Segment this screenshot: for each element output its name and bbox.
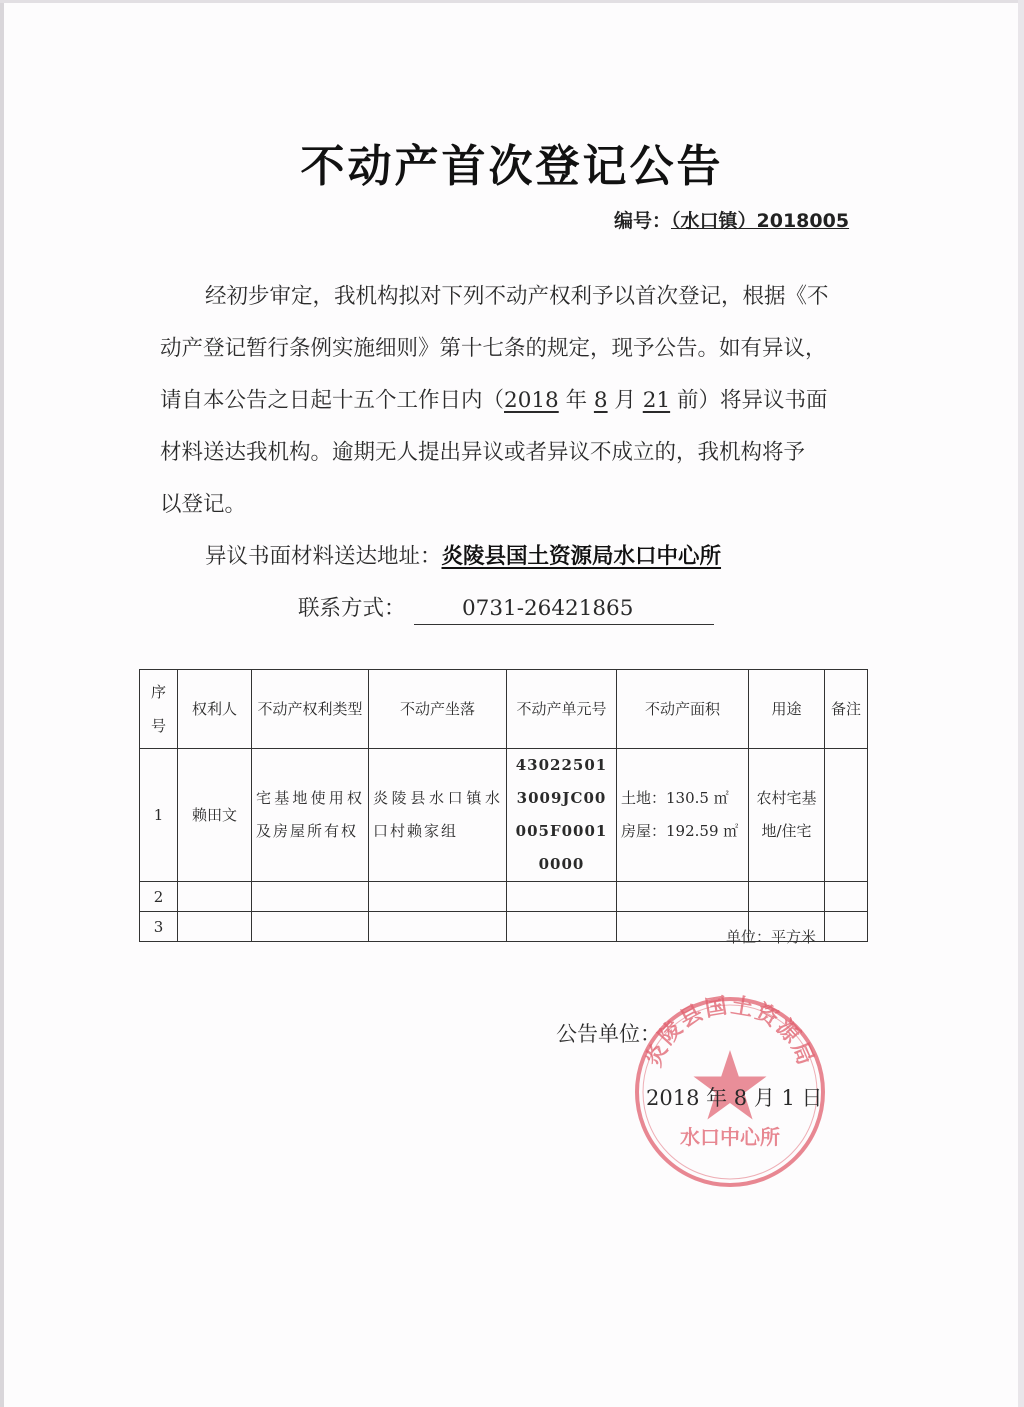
scan-edge	[1018, 0, 1024, 1407]
cell-no: 3	[140, 912, 178, 942]
table-header: 权利人	[178, 670, 252, 749]
empty-cell	[617, 882, 749, 912]
paragraph-line	[160, 375, 827, 427]
document-title: 不动产首次登记公告	[300, 141, 724, 192]
paragraph-line: 以登记。	[160, 492, 247, 517]
cell-unit-no: 430225013009JC00005F00010000	[507, 749, 617, 882]
paragraph-text: 月	[607, 388, 643, 413]
cell-remark	[825, 749, 868, 882]
deadline-day: 21	[642, 388, 671, 413]
table-row	[140, 749, 868, 882]
paragraph-line: 经初步审定，我机构拟对下列不动产权利予以首次登记，根据《不	[205, 284, 829, 309]
table-row	[140, 882, 868, 912]
empty-cell	[178, 912, 252, 942]
seal-bottom-text: 水口中心所	[680, 1125, 780, 1149]
empty-cell	[749, 882, 825, 912]
objection-address	[205, 531, 721, 583]
cell-usage: 农村宅基地/住宅	[749, 749, 825, 882]
deadline-year: 2018	[504, 388, 559, 413]
table-header: 不动产权利类型	[252, 670, 369, 749]
paragraph-line: 动产登记暂行条例实施细则》第十七条的规定，现予公告。如有异议，	[160, 336, 827, 361]
seal-top-text: 炎陵县国土资源局	[641, 993, 819, 1071]
paragraph-text: 年	[558, 388, 594, 413]
cell-no: 2	[140, 882, 178, 912]
cell-right-type: 宅基地使用权及房屋所有权	[252, 749, 369, 882]
cell-no: 1	[140, 749, 178, 882]
table-header-row	[140, 670, 868, 749]
empty-cell	[825, 912, 868, 942]
paragraph-text: 请自本公告之日起十五个工作日内（	[160, 388, 505, 413]
table-header: 不动产面积	[617, 670, 749, 749]
contact-value: 0731-26421865	[462, 596, 634, 621]
deadline-month: 8	[593, 388, 608, 413]
empty-cell	[369, 912, 507, 942]
address-label: 异议书面材料送达地址：	[205, 544, 442, 569]
table-header: 不动产单元号	[507, 670, 617, 749]
empty-cell	[252, 882, 369, 912]
table-header: 序号	[140, 670, 178, 749]
area-house: 房屋：192.59 ㎡	[621, 822, 739, 840]
document-number-label: 编号：	[614, 210, 672, 232]
contact-label: 联系方式：	[298, 596, 406, 621]
area-land: 土地：130.5 ㎡	[621, 789, 729, 807]
table-header: 不动产坐落	[369, 670, 507, 749]
contact-underline	[414, 624, 714, 625]
registration-table	[139, 669, 868, 942]
paragraph-text: 前）将异议书面	[670, 388, 828, 413]
unit-note: 单位：平方米	[726, 928, 817, 946]
table-header: 备注	[825, 670, 868, 749]
empty-cell	[825, 882, 868, 912]
table-header: 用途	[749, 670, 825, 749]
empty-cell	[507, 882, 617, 912]
scan-edge	[0, 0, 1024, 3]
document-number	[614, 206, 849, 233]
publish-date: 2018 年 8 月 1 日	[646, 1086, 823, 1110]
cell-area	[617, 749, 749, 882]
address-value: 炎陵县国土资源局水口中心所	[441, 544, 722, 569]
publisher-label: 公告单位：	[556, 1022, 661, 1046]
empty-cell	[178, 882, 252, 912]
empty-cell	[369, 882, 507, 912]
empty-cell	[252, 912, 369, 942]
empty-cell	[507, 912, 617, 942]
cell-location: 炎陵县水口镇水口村赖家组	[369, 749, 507, 882]
document-number-value: （水口镇）2018005	[671, 210, 850, 232]
scan-edge	[0, 0, 4, 1407]
paragraph-line: 材料送达我机构。逾期无人提出异议或者异议不成立的，我机构将予	[160, 440, 806, 465]
cell-holder: 赖田文	[178, 749, 252, 882]
